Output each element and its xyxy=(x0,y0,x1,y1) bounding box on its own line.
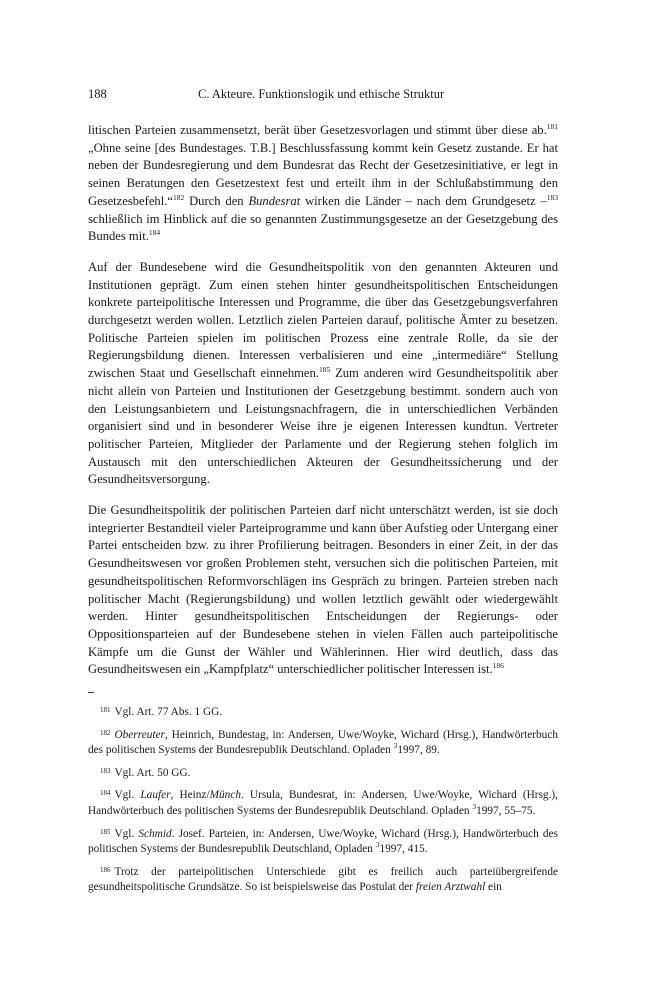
footnote-ref: 182 xyxy=(172,192,185,202)
footnote-ref: 3 xyxy=(393,741,398,751)
footnote-ref: 186 xyxy=(492,661,504,671)
footnote-number: 183 xyxy=(100,766,111,775)
text-run: Die Gesundheitspolitik der politischen Parteien darf nicht unterschätzt werden, ist sie doch integrierter Bestandteil vieler Parteiprogramme und kann über Aufstieg oder Untergang einer Partei entscheiden bzw. zu ihrer Profilierung beitragen. Besonders in einer Zeit, in der das Gesundheitswesen vor großen Problemen steht, versuchen sich die politischen Parteien, mit gesundheitspolitischen Reformvorschlägen ins Gespräch zu bringen. Parteien streben nach politischer Macht (Regierungsbildung) und wollen letztlich gewählt oder wiedergewählt werden. Hinter gesundheitspolitischen Entscheidungen der Regierungs- oder Oppositionsparteien auf der Bundesebene stehen in vielen Fällen auch parteipolitische Kämpfe um die Gunst der Wähler und Wählerinnen. Hier wird deutlich, dass das Gesundheitswesen ein „Kampfplatz“ unterschiedlicher politischer Interessen ist. xyxy=(88,503,558,677)
emphasis-text: Bundesrat xyxy=(248,193,301,208)
text-run: 1997, 55–75. xyxy=(476,805,536,818)
text-run: Zum anderen wird Gesundheitspolitik aber nicht allein von Parteien und Institutionen der Gesetzgebung bestimmt. sondern auch von den Leistungsanbietern und Leistungsnachfragern, die in unterschiedlichen Verbänden organisiert sind und in besonderer Weise ihre je eigenen Interessen kundtun. Vertreter politischer Parteien, Mitglieder der Parlamente und der Regierung stehen folglich im Austausch mit den unterschiedlichen Akteuren der Gesundheitssicherung und der Gesundheitsversorgung. xyxy=(88,366,558,487)
footnote-number: 184 xyxy=(100,789,111,798)
text-run: , Heinrich, Bundestag, in: Andersen, Uwe/Woyke, Wichard (Hrsg.), Handwörterbuch des politischen Systems der Bundesrepublik Deutschland. Opladen xyxy=(88,728,558,757)
page-number: 188 xyxy=(88,87,107,101)
text-run: Vgl. xyxy=(114,789,141,802)
text-run: Trotz der parteipolitischen Unterschiede gibt es freilich auch parteiübergreifende gesundheitspolitische Grundsätze. So ist beispielsweise das Postulat der xyxy=(88,865,558,894)
paragraph xyxy=(88,259,558,489)
footnote-ref: 181 xyxy=(546,122,558,131)
text-run: litischen Parteien zusammensetzt, berät über Gesetzesvorlagen und stimmt über diese ab. xyxy=(88,123,547,137)
footnote xyxy=(88,786,558,819)
emphasis-text: freien Arztwahl xyxy=(415,881,486,894)
footnote-ref: 185 xyxy=(318,365,331,375)
footnote-number: 185 xyxy=(100,827,111,836)
footnote-ref: 183 xyxy=(546,192,558,202)
emphasis-text: Münch xyxy=(209,789,241,802)
footnote xyxy=(88,764,558,782)
footnote xyxy=(88,726,558,759)
footnote-ref: 3 xyxy=(375,840,380,850)
text-run: . Josef. Parteien, in: Andersen, Uwe/Woyke, Wichard (Hrsg.), Handwörterbuch des politischen Systems der Bundesrepublik Deutschland, Opladen xyxy=(88,827,558,856)
running-head: C. Akteure. Funktionslogik und ethische Struktur xyxy=(198,87,445,101)
footnote-number: 182 xyxy=(100,728,111,737)
footnote-separator xyxy=(88,692,94,693)
text-run: . Ursula, Bundesrat, in: Andersen, Uwe/Woyke, Wichard (Hrsg.), Handwörterbuch des politischen Systems der Bundesrepublik Deutschland. Opladen xyxy=(88,789,558,818)
emphasis-text: Laufer xyxy=(140,789,171,802)
text-run: 1997, 415. xyxy=(379,843,428,856)
text-run: , Heinz/ xyxy=(170,789,210,802)
page xyxy=(88,86,558,901)
footnote xyxy=(88,703,558,721)
emphasis-text: Oberreuter xyxy=(114,728,165,741)
footnote-number: 186 xyxy=(100,865,111,874)
text-run: ein xyxy=(485,881,502,894)
page-header xyxy=(88,86,558,102)
text-run: wirken die Länder – nach dem Grundgesetz – xyxy=(300,193,547,208)
text-run: Vgl. xyxy=(114,827,139,840)
text-run: Vgl. Art. 50 GG. xyxy=(114,766,191,779)
footnotes xyxy=(88,703,558,896)
footnote xyxy=(88,825,558,858)
footnote-ref: 3 xyxy=(472,802,477,812)
text-run: Durch den xyxy=(184,193,249,208)
text-run: Vgl. Art. 77 Abs. 1 GG. xyxy=(114,706,223,719)
text-run: schließlich im Hinblick auf die so genannten Zustimmungsgesetze an der Gesetzgebung des Bundes mit. xyxy=(88,211,558,244)
footnote-number: 181 xyxy=(100,706,111,715)
footnote-ref: 184 xyxy=(148,228,161,238)
text-run: „Ohne seine [des Bundestages. T.B.] Beschlussfassung kommt kein Gesetz zustande. Er hat neben der Bundesregierung und dem Bundesrat das Recht der Gesetzesinitiative, er legt in seinen Beratungen den Gesetzestext fest und erteilt ihm in der Schlußabstimmung den Gesetzesbefehl.“ xyxy=(88,140,558,208)
body-text xyxy=(88,122,558,679)
emphasis-text: Schmid xyxy=(138,827,172,840)
text-run: 1997, 89. xyxy=(397,744,440,757)
footnote xyxy=(88,863,558,896)
paragraph xyxy=(88,122,558,246)
paragraph xyxy=(88,502,558,679)
text-run: Auf der Bundesebene wird die Gesundheitspolitik von den genannten Akteuren und Institutionen geprägt. Zum einen stehen hinter gesundheitspolitischen Entscheidungen konkrete parteipolitische Interessen und Programme, die über das Gesetzgebungsverfahren durchgesetzt werden wollen. Letztlich zielen Parteien darauf, politische Ämter zu besetzen. Politische Parteien spielen im politischen Prozess eine zentrale Rolle, da sie der Regierungsbildung dienen. Interessen verbalisieren und eine „intermediäre“ Stellung zwischen Staat und Gesellschaft einnehmen. xyxy=(88,259,558,381)
